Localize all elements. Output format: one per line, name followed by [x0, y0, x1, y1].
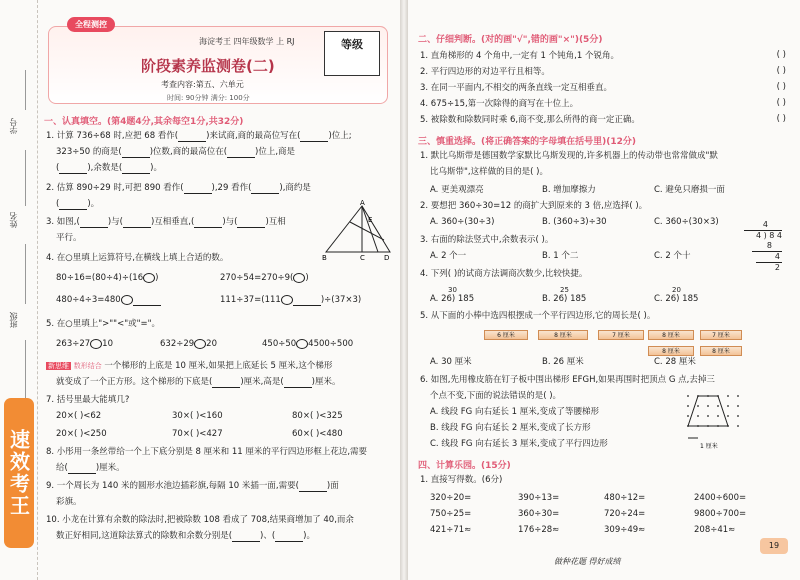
answer-circle[interactable]: [143, 273, 155, 283]
grade-box[interactable]: [324, 31, 380, 76]
pinboard-figure: [680, 390, 750, 456]
divider: [25, 340, 26, 402]
answer-blank[interactable]: [59, 201, 87, 210]
choice-option[interactable]: B. 增加摩擦力: [542, 185, 596, 195]
question-4-row2: 480÷4÷3=480: [56, 294, 161, 306]
divider: [25, 70, 26, 110]
answer-blank[interactable]: [178, 133, 206, 142]
q7-item: 80×( )<325: [292, 411, 343, 421]
calc-item[interactable]: 360÷30=: [518, 509, 560, 519]
calc-item[interactable]: 421÷71≈: [430, 525, 472, 535]
calc-item[interactable]: 176÷28≈: [518, 525, 560, 535]
choice-option[interactable]: A. 更美观漂亮: [430, 185, 484, 195]
choice-option[interactable]: B. 线段 FG 向右延长 2 厘米,变成了长方形: [430, 423, 591, 433]
q7-item: 60×( )<480: [292, 429, 343, 439]
choice-option[interactable]: A. 2 个一: [430, 251, 467, 261]
choice-4: 4. 下列( )的试商方法调商次数少,比较快捷。: [420, 269, 588, 279]
ribbon-badge: 全程测控: [67, 17, 115, 32]
choice-option[interactable]: 20 C. 26) 185: [654, 286, 699, 304]
choice-3: 3. 右面的除法竖式中,余数表示( )。: [420, 235, 554, 245]
calc-item[interactable]: 480÷12=: [604, 493, 646, 503]
class-label: 班级: [9, 312, 18, 328]
section-fill-blank: 一、认真填空。(第4题4分,其余每空1分,共32分): [44, 117, 244, 127]
answer-blank[interactable]: [184, 185, 212, 194]
calc-item[interactable]: 720÷24=: [604, 509, 646, 519]
question-4-row2b: 111÷37=(111 )÷(37×3): [220, 295, 362, 305]
answer-blank[interactable]: [293, 297, 321, 306]
point-d: D: [384, 254, 390, 262]
question-1-line3: ( ),余数是( )。: [56, 163, 162, 173]
answer-blank[interactable]: [275, 533, 303, 542]
judge-item-5: 5. 被除数和除数同时乘 6,商不变,那么所得的商一定正确。: [420, 115, 640, 125]
choice-option[interactable]: 30 A. 26) 185: [430, 286, 475, 304]
choice-option[interactable]: B. 26 厘米: [542, 357, 584, 367]
choice-option[interactable]: C. 28 厘米: [654, 357, 696, 367]
section-calc: 四、计算乐园。(15分): [418, 461, 511, 471]
section-choice: 三、慎重选择。(将正确答案的字母填在括号里)(12分): [418, 137, 636, 147]
quotient: 25: [560, 286, 569, 294]
stick: 7 厘米: [700, 330, 742, 340]
calc-item[interactable]: 2400÷600=: [694, 493, 747, 503]
answer-circle[interactable]: [296, 339, 308, 349]
point-b: B: [322, 254, 327, 262]
question-5-row: 632÷29 20: [160, 339, 217, 349]
calc-item[interactable]: 750÷25=: [430, 509, 472, 519]
point-e: E: [368, 216, 373, 224]
choice-option[interactable]: A. 360÷(30÷3): [430, 217, 495, 227]
calc-item[interactable]: 390÷13=: [518, 493, 560, 503]
question-3: 3. 如图,( )与( )互相垂直,( )与( )互相: [46, 217, 286, 227]
answer-blank[interactable]: [237, 219, 265, 228]
choice-option[interactable]: C. 线段 FG 向右延长 3 厘米,变成了平行四边形: [430, 439, 608, 449]
question-4: 4. 在○里填上运算符号,在横线上填上合适的数。: [46, 253, 229, 263]
answer-blank[interactable]: [299, 483, 327, 492]
choice-1: 1. 默比乌斯带是德国数学家默比乌斯发现的,许多机器上的传动带也常常做成"默: [420, 151, 718, 161]
choice-option[interactable]: 25 B. 26) 185: [542, 286, 587, 304]
question-2: 2. 估算 890÷29 时,可把 890 看作( ),29 看作( ),商约是: [46, 183, 311, 193]
choice-2: 2. 要想把 360÷30=12 的商扩大到原来的 3 倍,应选择( )。: [420, 201, 648, 211]
question-5: 5. 在○里填上">""<"或"="。: [46, 319, 161, 329]
book-spine: [400, 0, 408, 580]
question-1-line2: 323÷50 的商是( )位数,商的最高位在( )位上,商是: [56, 147, 296, 157]
answer-blank[interactable]: [251, 185, 279, 194]
question-7: 7. 括号里最大能填几?: [46, 395, 130, 405]
answer-blank[interactable]: [194, 219, 222, 228]
question-5-row: 450÷50 4500÷500: [262, 339, 354, 349]
answer-circle[interactable]: [281, 295, 293, 305]
judge-answer-1[interactable]: ( ): [776, 50, 786, 60]
choice-option[interactable]: C. 2 个十: [654, 251, 691, 261]
stick: 7 厘米: [598, 330, 644, 340]
div-step: 8: [752, 241, 782, 252]
answer-blank[interactable]: [59, 165, 87, 174]
stick: 8 厘米: [538, 330, 588, 340]
title-box: [48, 20, 388, 104]
answer-blank[interactable]: [133, 297, 161, 306]
stick: 8 厘米: [648, 346, 694, 356]
answer-blank[interactable]: [122, 149, 150, 158]
book-header: 海淀考王 四年级数学 上 RJ: [199, 37, 295, 46]
judge-answer-3[interactable]: ( ): [776, 82, 786, 92]
calc-item[interactable]: 309÷49≈: [604, 525, 646, 535]
choice-option[interactable]: A. 30 厘米: [430, 357, 472, 367]
page-title: 阶段素养监测卷(二): [141, 57, 275, 75]
stick: 6 厘米: [484, 330, 528, 340]
answer-blank[interactable]: [284, 379, 312, 388]
judge-answer-4[interactable]: ( ): [776, 98, 786, 108]
question-10: 10. 小龙在计算有余数的除法时,把被除数 108 看成了 708,结果商增加了 40,而余: [46, 515, 354, 525]
page-number: 19: [760, 538, 788, 554]
question-8: 8. 小彤用一条丝带给一个上下底分别是 8 厘米和 11 厘米的平行四边形框上花边,需要: [46, 447, 368, 457]
question-4-row1b: 270÷54=270÷9( ): [220, 273, 309, 283]
answer-blank[interactable]: [232, 533, 260, 542]
choice-option[interactable]: A. 线段 FG 向右延长 1 厘米,变成了等腰梯形: [430, 407, 599, 417]
footer-slogan: 做种花题 得好成绩: [554, 557, 621, 566]
answer-blank[interactable]: [123, 219, 151, 228]
answer-circle[interactable]: [194, 339, 206, 349]
choice-5: 5. 从下面的小棒中选四根摆成一个平行四边形,它的周长是( )。: [420, 311, 656, 321]
calc-item[interactable]: 9800÷700=: [694, 509, 747, 519]
choice-1-line2: 比乌斯带",这样做的目的是( )。: [430, 167, 548, 177]
calc-item[interactable]: 320÷20=: [430, 493, 472, 503]
pin-scale: 1 厘米: [700, 443, 718, 450]
choice-option[interactable]: C. 避免只磨损一面: [654, 185, 725, 195]
quotient: 20: [672, 286, 681, 294]
question-9-line2: 彩旗。: [56, 497, 82, 507]
div-step: 4: [774, 252, 780, 261]
choice-option[interactable]: B. 1 个二: [542, 251, 579, 261]
answer-circle[interactable]: [90, 339, 102, 349]
answer-blank[interactable]: [300, 133, 328, 142]
division-figure: [726, 220, 782, 273]
choice-option[interactable]: C. 360÷(30×3): [654, 217, 719, 227]
choice-option[interactable]: B. (360÷3)÷30: [542, 217, 607, 227]
name-label: 姓名: [9, 212, 18, 228]
question-3-line2: 平行。: [56, 233, 82, 243]
question-6-line2: 就变成了一个正方形。这个梯形的下底是( )厘米,高是( )厘米。: [56, 377, 341, 387]
q7-item: 20×( )<250: [56, 429, 107, 439]
question-2-line2: ( )。: [56, 199, 100, 209]
triangle-figure: [322, 200, 394, 262]
q7-item: 20×( )<62: [56, 411, 102, 421]
point-a: A: [360, 200, 365, 207]
answer-blank[interactable]: [122, 165, 150, 174]
divider: [25, 244, 26, 304]
judge-item-2: 2. 平行四边形的对边平行且相等。: [420, 67, 550, 77]
answer-circle[interactable]: [293, 273, 305, 283]
judge-answer-2[interactable]: ( ): [776, 66, 786, 76]
divider: [25, 150, 26, 206]
binding-strip: [0, 0, 38, 580]
question-1: 1. 计算 736÷68 时,应把 68 看作( )来试商,商的最高位写在( )位上;: [46, 131, 352, 141]
stick: 8 厘米: [648, 330, 694, 340]
question-8-line2: 给( )厘米。: [56, 463, 125, 473]
exam-scope: 考查内容:第五、六单元: [161, 80, 244, 89]
judge-item-1: 1. 直角梯形的 4 个角中,一定有 1 个钝角,1 个锐角。: [420, 51, 619, 61]
question-6: 新思维 数形结合 一个梯形的上底是 10 厘米,如果把上底延长 5 厘米,这个梯形: [48, 361, 333, 371]
grade-label: 等级: [341, 38, 363, 51]
section-judge: 二、仔细判断。(对的画"√",错的画"×")(5分): [418, 35, 603, 45]
answer-blank[interactable]: [68, 465, 96, 474]
q7-item: 70×( )<427: [172, 429, 223, 439]
question-9: 9. 一个周长为 140 米的圆形水池边插彩旗,每隔 10 米插一面,需要( )面: [46, 481, 339, 491]
choice-6: 6. 如图,先用橡皮筋在钉子板中围出梯形 EFGH,如果再围时把顶点 G 点,去掉三: [420, 375, 715, 385]
judge-item-4: 4. 675÷15,第一次除得的商写在十位上。: [420, 99, 579, 109]
calc-item[interactable]: 208÷41≈: [694, 525, 736, 535]
question-10-line2: 数正好相同,这道除法算式的除数和余数分别是( )、( )。: [56, 531, 315, 541]
brand-logo: 速效考王: [4, 398, 34, 548]
question-4-row1: 80÷16=(80÷4)÷(16 ): [56, 273, 159, 283]
tag-number-shape: 数形结合: [73, 362, 102, 370]
exam-meta: 时间: 90分钟 满分: 100分: [167, 94, 250, 102]
div-quotient: 4: [762, 220, 768, 229]
stick: 8 厘米: [700, 346, 742, 356]
answer-blank[interactable]: [80, 219, 108, 228]
q7-item: 30×( )<160: [172, 411, 223, 421]
judge-answer-5[interactable]: ( ): [776, 114, 786, 124]
answer-circle[interactable]: [121, 295, 133, 305]
point-c: C: [360, 254, 365, 262]
answer-blank[interactable]: [227, 149, 255, 158]
right-page: [404, 0, 800, 580]
div-expression: 4 ) 8 4: [744, 230, 782, 241]
judge-item-3: 3. 在同一平面内,不相交的两条直线一定互相垂直。: [420, 83, 613, 93]
answer-blank[interactable]: [212, 379, 240, 388]
quotient: 30: [448, 286, 457, 294]
question-5-row: 263÷27 10: [56, 339, 113, 349]
div-remainder: 2: [756, 262, 782, 273]
calc-instruction: 1. 直接写得数。(6分): [420, 475, 503, 485]
student-no-label: 学号: [9, 118, 18, 134]
new-thinking-tag: 新思维: [48, 362, 69, 370]
choice-6-line2: 个点不变,下面的说法错误的是( )。: [430, 391, 562, 401]
